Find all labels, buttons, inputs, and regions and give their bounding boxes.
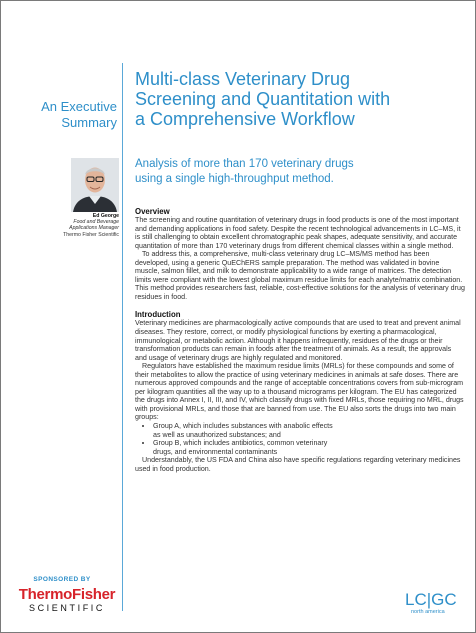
document-subtitle xyxy=(135,157,465,187)
introduction-paragraph-2: Regulators have established the maximum residue limits (MRLs) for these compounds and some of their metabolites to allow the practice of using veterinary medicines in animals at safe doses. There are numerous approved compounds and the range of acceptable concentrations covers from sub-microgram per kilogram quantities all the way up to a thousand micrograms per kilogram. The EU has categorized the drugs into Annex I, II, III, and IV, which classify drugs with fixed MRLs, those requiring no MRL, drugs with provisional MRLs, and those that are banned from use. The EU also sorts the drugs into two main groups: xyxy=(135,362,464,422)
side-label-line2: Summary xyxy=(61,115,117,130)
overview-heading: Overview xyxy=(135,207,170,216)
list-item xyxy=(153,422,465,439)
publisher-region: north america xyxy=(411,609,445,615)
introduction-heading: Introduction xyxy=(135,310,181,320)
sponsor-logo-name: ThermoFisher xyxy=(18,586,116,603)
author-company: Thermo Fisher Scientific xyxy=(63,231,119,238)
bullet1-line2: as well as unauthorized substances; and xyxy=(153,430,281,439)
introduction-paragraph-3: Understandably, the US FDA and China also have specific regulations regarding veterinary medicines used in food production. xyxy=(135,456,461,473)
author-role-line1: Food and Beverage xyxy=(73,219,119,226)
drug-group-list xyxy=(135,422,465,456)
document-title xyxy=(135,69,467,129)
author-portrait-icon xyxy=(71,158,119,212)
sponsor-logo-scientific: SCIENTIFIC xyxy=(28,603,105,613)
introduction-paragraph-1: Veterinary medicines are pharmacologically active compounds that are used to treat and prevent animal diseases. They restore, correct, or modify physiological functions by exerting a pharmacological, immunological, or metabolic action. Although it happens infrequently, residues of the drugs or their transformation products can remain in foods after the treatment of animals. As a result, the approvals and usage of veterinary drugs are highly regulated and monitored. xyxy=(135,319,461,362)
bullet2-line2: drugs, and environmental contaminants xyxy=(153,447,278,456)
title-line1: Multi-class Veterinary Drug xyxy=(135,69,351,89)
author-photo xyxy=(71,158,119,212)
subtitle-line1: Analysis of more than 170 veterinary drugs xyxy=(135,158,354,170)
author-name: Ed George xyxy=(92,213,119,219)
subtitle-line2: using a single high-throughput method. xyxy=(135,173,334,185)
author-info xyxy=(41,213,119,238)
article-body xyxy=(135,207,465,473)
sponsored-by-label: SPONSORED BY xyxy=(33,576,91,583)
list-item xyxy=(153,439,465,456)
column-divider xyxy=(122,63,123,611)
title-line3: a Comprehensive Workflow xyxy=(135,109,355,129)
side-label-line1: An Executive xyxy=(41,99,117,114)
publisher-logo: LC|GC xyxy=(405,590,457,609)
bullet1-line1: Group A, which includes substances with anabolic effects xyxy=(153,422,333,431)
overview-paragraph-1: The screening and routine quantitation of veterinary drugs in food products is one of the most important and demanding applications in food safety. Despite the recent technological advancements in LC–MS, it is still challenging to obtain excellent chromatographic peak shapes, adequate sensitivity, and accurate quantitation of more than 170 veterinary drugs from different chemical classes within a single method. xyxy=(135,216,461,250)
title-line2: Screening and Quantitation with xyxy=(135,89,391,109)
executive-summary-label xyxy=(9,99,117,131)
overview-paragraph-2: To address this, a comprehensive, multi-class veterinary drug LC–MS/MS method has been developed, using a generic QuEChERS sample preparation. The method was validated in bovine muscle, salmon fillet, and milk to demonstrate applicability to a wide range of matrices. The detection limits were compliant with the lowest global maximum residue limits for each analyte/matrix combination. This method provides researchers fast, reliable, cost-effective solutions for the analysis of veterinary drug residues in food. xyxy=(135,250,465,301)
author-role-line2: Applications Manager xyxy=(69,225,119,232)
bullet2-line1: Group B, which includes antibiotics, common veterinary xyxy=(153,439,328,448)
